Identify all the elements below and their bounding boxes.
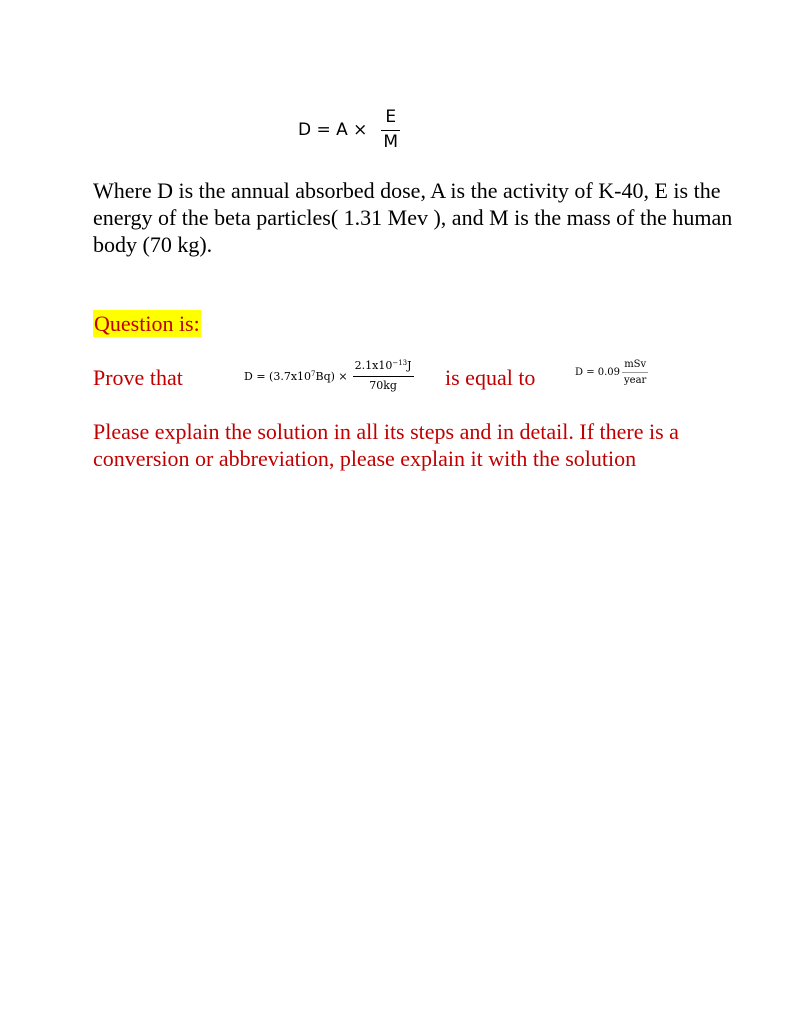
prove-formula-lhs-exponent: 7 <box>311 369 316 378</box>
dose-formula-numerator: E <box>381 108 400 131</box>
result-formula-denominator: year <box>624 374 647 386</box>
dose-formula <box>298 108 402 152</box>
result-formula <box>575 359 648 386</box>
prove-formula-lhs <box>244 370 348 383</box>
prove-formula-num-exponent: −13 <box>392 359 408 367</box>
prove-label: Prove that <box>93 365 183 390</box>
equal-label: is equal to <box>445 365 536 390</box>
dose-formula-lhs: D = A × <box>298 120 368 141</box>
prove-formula-denominator: 70kg <box>369 378 397 392</box>
instructions-paragraph: Please explain the solution in all its steps and in detail. If there is a conversion or abbreviation, please explain it with the solution <box>93 419 679 471</box>
result-formula-fraction <box>622 359 648 386</box>
result-formula-numerator: mSv <box>622 359 648 373</box>
prove-formula-lhs-prefix: D = (3.7x10 <box>244 369 312 383</box>
description-paragraph: Where D is the annual absorbed dose, A is the activity of K-40, E is the energy of the beta particles( 1.31 Mev ), and M is the mass of the human body (70 kg). <box>93 178 733 257</box>
prove-formula-num-base: 2.1x10 <box>354 359 393 372</box>
prove-formula <box>244 360 414 392</box>
prove-formula-fraction <box>353 360 414 392</box>
result-formula-lhs: D = 0.09 <box>575 367 621 378</box>
question-heading: Question is: <box>94 311 200 336</box>
prove-formula-lhs-suffix: Bq) × <box>315 369 348 383</box>
dose-formula-denominator: M <box>383 131 399 152</box>
prove-formula-num-unit: J <box>407 359 412 372</box>
prove-formula-numerator <box>353 360 414 377</box>
dose-formula-fraction <box>379 108 402 152</box>
